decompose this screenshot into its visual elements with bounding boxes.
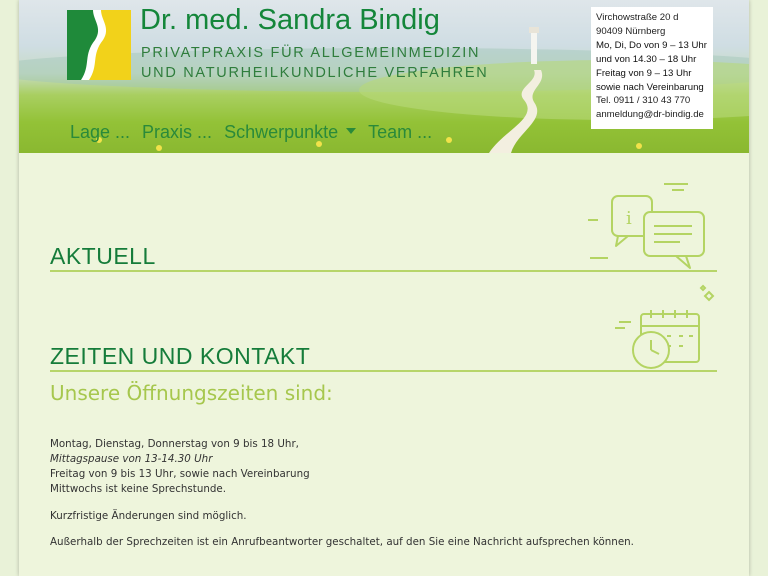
chevron-down-icon [346, 128, 356, 134]
section-divider [50, 370, 717, 372]
nav-item-team[interactable]: Team ... [368, 122, 433, 142]
section-title-aktuell: AKTUELL [50, 243, 156, 269]
section-title-zeiten: ZEITEN UND KONTAKT [50, 343, 311, 369]
contact-city: 90409 Nürnberg [596, 25, 666, 37]
contact-box [591, 7, 713, 129]
opening-hours-text [50, 437, 310, 497]
page [19, 0, 749, 576]
nav-item-schwerpunkte-label: Schwerpunkte [224, 122, 339, 142]
contact-hours-2: und von 14.30 – 18 Uhr [596, 53, 697, 65]
header-banner [19, 0, 749, 153]
nav-item-lage[interactable]: Lage ... [70, 122, 131, 142]
answering-machine-notice: Außerhalb der Sprechzeiten ist ein Anrufbeantworter geschaltet, auf den Sie eine Nachricht aufsprechen können. [50, 536, 634, 548]
calendar-clock-icon [611, 284, 721, 374]
hours-line-4: Mittwochs ist keine Sprechstunde. [50, 483, 227, 495]
nav-item-schwerpunkte[interactable] [224, 122, 356, 143]
practice-logo [67, 10, 131, 80]
hours-line-2: Mittagspause von 13-14.30 Uhr [50, 453, 213, 465]
contact-phone[interactable]: Tel. 0911 / 310 43 770 [596, 95, 691, 107]
contact-hours-1: Mo, Di, Do von 9 – 13 Uhr [596, 39, 707, 51]
contact-email-link[interactable]: anmeldung@dr-bindig.de [596, 109, 704, 121]
contact-hours-4: sowie nach Vereinbarung [596, 81, 704, 93]
hours-line-3: Freitag von 9 bis 13 Uhr, sowie nach Vereinbarung [50, 468, 310, 480]
contact-street: Virchowstraße 20 d [596, 12, 679, 23]
svg-text:i: i [626, 208, 632, 229]
chat-bubbles-icon [584, 180, 719, 272]
main-nav [70, 122, 432, 143]
section-divider [50, 270, 717, 272]
site-title: Dr. med. Sandra Bindig [140, 4, 440, 36]
subtitle-line-1: PRIVATPRAXIS FÜR ALLGEMEINMEDIZIN [141, 45, 481, 61]
changes-notice: Kurzfristige Änderungen sind möglich. [50, 510, 247, 522]
opening-hours-heading: Unsere Öffnungszeiten sind: [50, 381, 333, 405]
contact-hours-3: Freitag von 9 – 13 Uhr [596, 67, 692, 79]
nav-item-praxis[interactable]: Praxis ... [142, 122, 213, 142]
hours-line-1: Montag, Dienstag, Donnerstag von 9 bis 18 Uhr, [50, 438, 299, 450]
subtitle-line-2: UND NATURHEILKUNDLICHE VERFAHREN [141, 65, 489, 81]
